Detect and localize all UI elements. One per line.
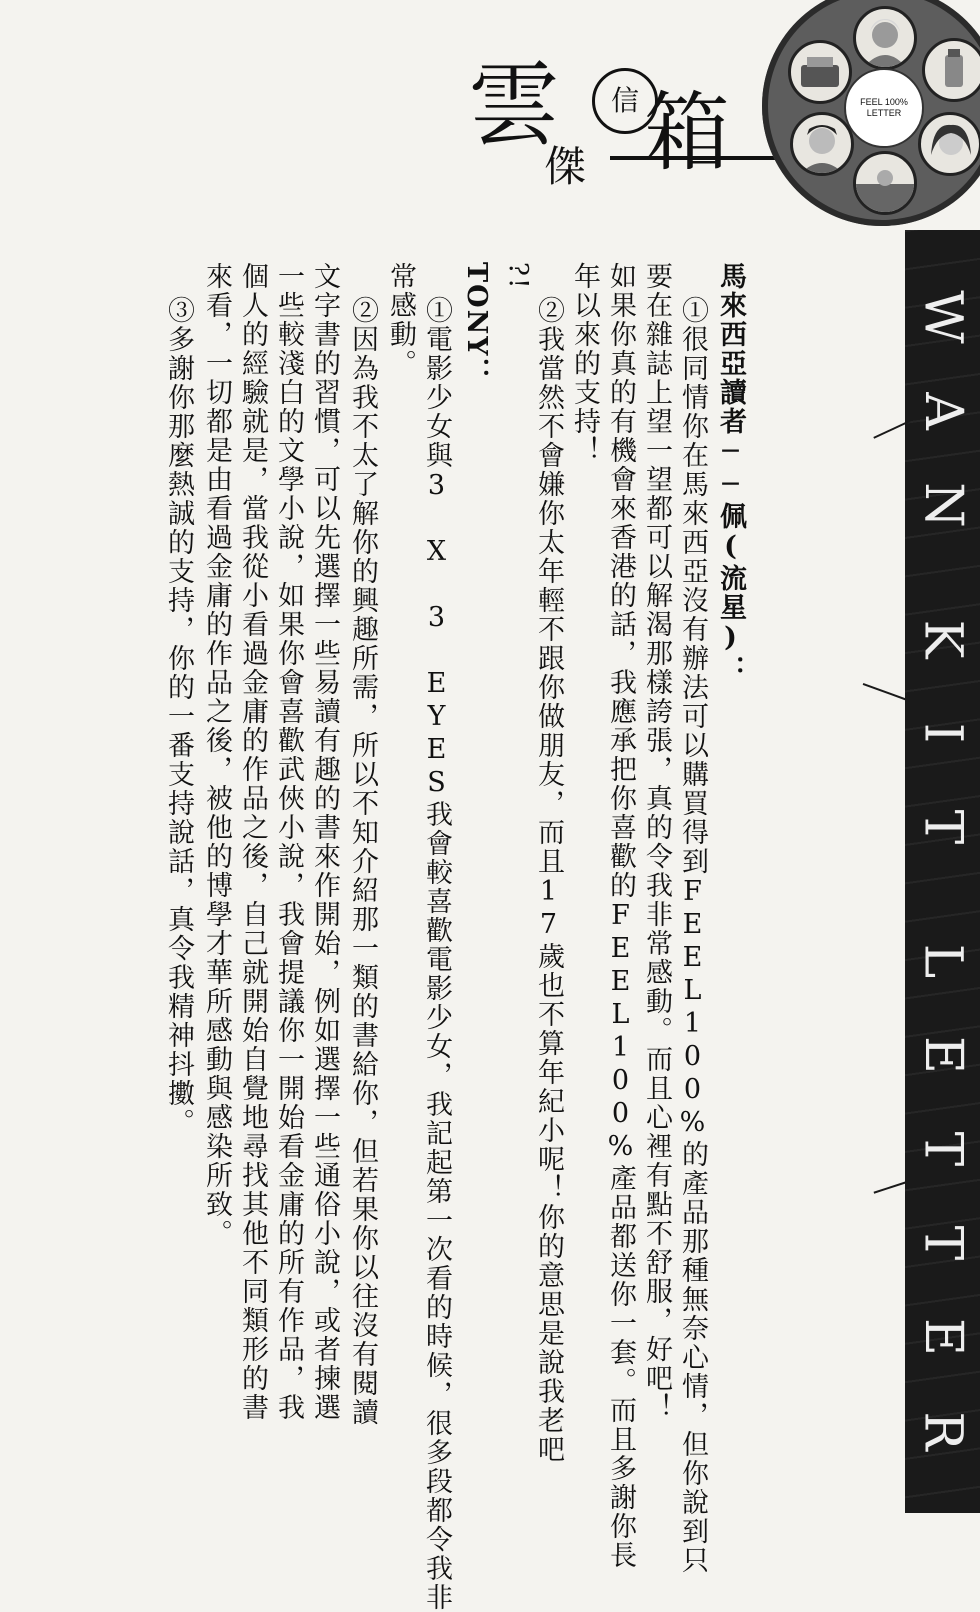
letter-line: ③多謝你那麼熱誠的支持，你的一番支持說話，真令我精神抖擻。	[160, 296, 196, 1137]
letter-line: 年以來的支持！	[566, 262, 602, 465]
banner-letter: W	[895, 290, 980, 343]
reel-photo-landscape	[853, 151, 917, 215]
title-char-xin: 信	[611, 87, 639, 115]
letter-line: ②因為我不太了解你的興趣所需，所以不知介紹那一類的書給你，但若果你以往沒有閱讀	[344, 296, 380, 1427]
banner-letter: T	[896, 1132, 980, 1167]
banner-letter: A	[896, 392, 980, 430]
film-reel-graphic	[762, 0, 980, 226]
letter-line: 個人的經驗就是，當我從小看過金庸的作品之後，自己就開始自覺地尋找其他不同類形的書	[234, 262, 270, 1422]
reel-label-line2: LETTER	[867, 108, 902, 119]
letter-line: ①電影少女與3 X 3 EYES我會較喜歡電影少女，我記起第一次看的時候，很多段都令我非	[418, 296, 454, 1612]
column-title	[460, 60, 790, 200]
letter-line: 常感動。	[382, 262, 418, 378]
banner-letter: K	[895, 620, 980, 659]
letter-line: ①很同情你在馬來西亞沒有辦法可以購買得到FEEL100%的產品那種無奈心情，但你說到只	[674, 296, 710, 1575]
letter-heading: TONY：	[458, 262, 494, 387]
letter-line: 一些較淺白的文學小說，如果你會喜歡武俠小說，我會提議你一開始看金庸的所有作品，我	[270, 262, 306, 1422]
letter-line: ②我當然不會嫌你太年輕不跟你做朋友，而且17歲也不算年紀小呢！你的意思是說我老吧	[530, 296, 566, 1464]
letter-line: 如果你真的有機會來香港的話，我應承把你喜歡的FEEL100%產品都送你一套。而且多謝你長	[602, 262, 638, 1570]
banner-text	[905, 270, 980, 1478]
letter-line: 要在雜誌上望一望都可以解渴那樣誇張，真的令我非常感動。而且心裡有點不舒服，好吧！	[638, 262, 674, 1422]
banner-brush-stroke	[863, 683, 911, 702]
banner-letter: R	[896, 1411, 980, 1450]
reel-label-line1: FEEL 100%	[860, 97, 908, 108]
banner-letter: I	[895, 723, 980, 744]
reel-photo-woman	[918, 112, 980, 176]
reel-photo-man	[790, 112, 854, 176]
letter-line: 文字書的習慣，可以先選擇一些易讀有趣的書來作開始，例如選擇一些通俗小說，或者揀選	[306, 262, 342, 1422]
banner-letter: E	[896, 1036, 980, 1074]
banner-letter: N	[896, 482, 980, 528]
letter-heading: 馬來西亞讀者──佩(流星)：	[712, 262, 748, 684]
banner-letter: T	[896, 810, 980, 845]
title-char-yun: 雲	[468, 60, 560, 152]
reel-photo-woman-blonde	[853, 6, 917, 70]
reel-photo-product	[922, 38, 980, 102]
banner-letter: L	[896, 944, 980, 979]
title-char-xiang: 箱	[644, 90, 730, 176]
letter-line: ?!	[500, 262, 536, 290]
reel-photo-typewriter	[788, 40, 852, 104]
title-char-jie: 傑	[544, 146, 586, 188]
reel-center-label	[844, 68, 924, 148]
letter-line: 來看，一切都是由看過金庸的作品之後，被他的博學才華所感動與感染所致。	[198, 262, 234, 1248]
banner-letter: T	[896, 1226, 980, 1261]
banner-letter: E	[896, 1318, 980, 1356]
wan-kit-letter-banner	[905, 230, 980, 1513]
